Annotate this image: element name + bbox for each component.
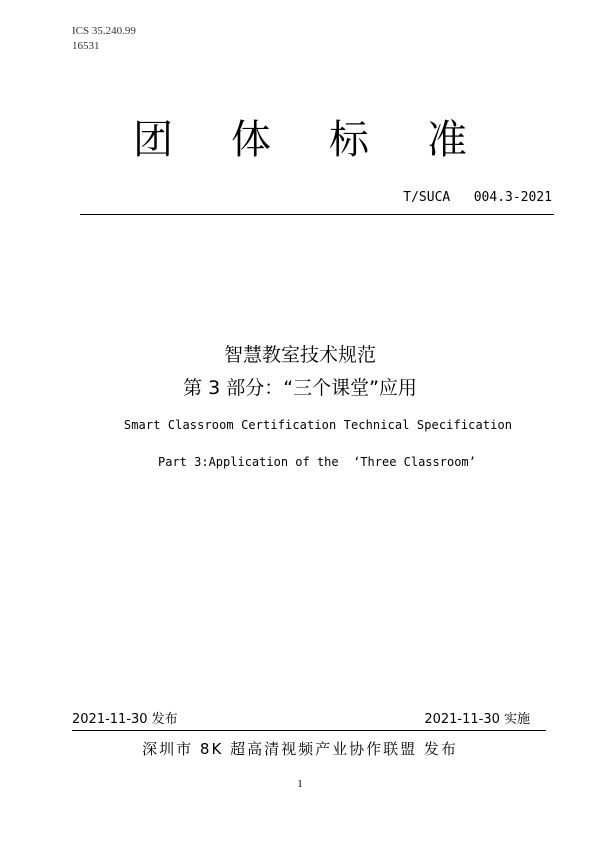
ics-code: ICS 35.240.99 xyxy=(72,25,136,37)
standard-type-title xyxy=(0,108,600,165)
footer-divider xyxy=(72,730,546,731)
standard-number: T/SUCA 004.3-2021 xyxy=(403,190,552,205)
classification-code: 16531 xyxy=(72,40,100,52)
document-subtitle-zh: 第 3 部分：“三个课堂”应用 xyxy=(183,377,417,399)
document-title-en: Smart Classroom Certification Technical Specification xyxy=(123,418,513,432)
page-number: 1 xyxy=(297,778,303,790)
title-char: 团 xyxy=(133,117,173,163)
issue-date: 2021-11-30 发布 xyxy=(72,712,178,727)
implementation-date: 2021-11-30 实施 xyxy=(424,712,530,727)
document-subtitle-en: Part 3:Application of the ‘Three Classroom’ xyxy=(158,455,476,469)
title-char: 准 xyxy=(427,117,467,163)
header-divider xyxy=(80,214,554,215)
document-title-zh: 智慧教室技术规范 xyxy=(223,344,376,366)
title-char: 体 xyxy=(231,117,271,163)
publisher: 深圳市 8K 超高清视频产业协作联盟 发布 xyxy=(142,740,458,758)
title-char: 标 xyxy=(329,117,369,163)
